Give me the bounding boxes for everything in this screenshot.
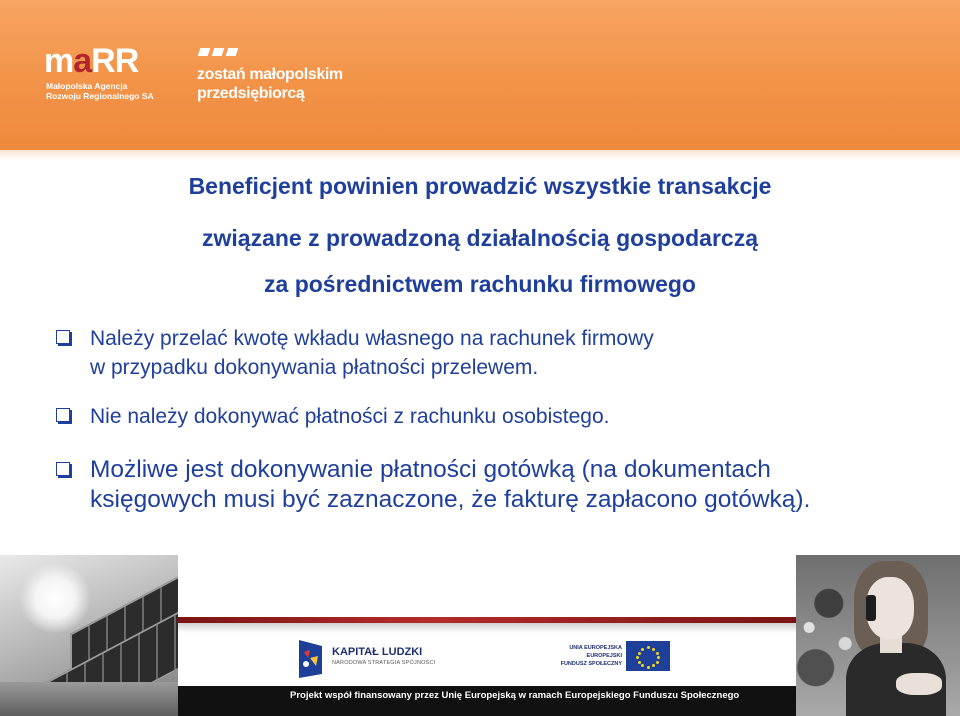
zostan-line2: przedsiębiorcą — [197, 85, 305, 102]
slide-title-line3: za pośrednictwem rachunku firmowego — [264, 271, 696, 297]
bullet-item-3-line1: Możliwe jest dokonywanie płatności gotówką (na dokumentach — [90, 456, 771, 483]
solar-panels-photo — [0, 555, 178, 716]
bullet-item-1-line2: w przypadku dokonywania płatności przelewem. — [90, 356, 539, 379]
kapital-ludzki-name: KAPITAŁ LUDZKI — [332, 646, 423, 658]
kapital-ludzki-flag-icon — [296, 638, 326, 680]
bullet-item-3 — [56, 455, 946, 517]
eu-text-line1: UNIA EUROPEJSKA — [569, 645, 622, 651]
marr-wordmark — [44, 44, 138, 78]
marr-subtitle-line1: Małopolska Agencja — [46, 81, 128, 91]
checkbox-bullet-icon — [56, 408, 70, 422]
grey-fade — [178, 623, 796, 633]
zostan-malopolskim-logo — [197, 48, 357, 108]
bullet-item-2 — [56, 402, 946, 432]
eu-text-line2: EUROPEJSKI — [586, 653, 622, 659]
checkbox-bullet-icon — [56, 330, 70, 344]
checkbox-bullet-icon — [56, 462, 70, 476]
slide-title-line1: Beneficjent powinien prowadzić wszystkie transakcje — [188, 173, 772, 199]
eu-text — [560, 644, 622, 668]
bullet-item-2-text — [90, 402, 609, 431]
eu-text-line3: FUNDUSZ SPOŁECZNY — [560, 661, 622, 667]
funding-text: Projekt współ finansowany przez Unię Europejską w ramach Europejskiego Funduszu Społecznego — [290, 690, 740, 701]
marr-wordmark-rr: RR — [91, 42, 139, 80]
eu-logo — [560, 641, 670, 675]
phone-icon — [866, 595, 876, 621]
kapital-ludzki-subtitle: NARODOWA STRATEGIA SPÓJNOŚCI — [332, 660, 436, 666]
marr-subtitle — [46, 81, 154, 101]
bullet-item-2-line1: Nie należy dokonywać płatności z rachunku osobistego. — [90, 405, 610, 428]
kapital-ludzki-logo — [296, 638, 436, 682]
eu-flag-icon — [626, 641, 670, 671]
grass — [0, 682, 178, 716]
marr-wordmark-m: m — [44, 42, 74, 80]
bullet-item-1-text — [90, 324, 654, 382]
zostan-text — [197, 65, 343, 103]
bullet-item-3-text — [90, 455, 810, 515]
marr-wordmark-a: a — [73, 42, 92, 80]
header-fade — [0, 138, 960, 160]
florist-woman-photo — [796, 555, 960, 716]
zostan-line1: zostań małopolskim — [197, 66, 343, 83]
slide-title-line2: związane z prowadzoną działalnością gospodarczą — [202, 225, 758, 251]
woman-hand — [896, 673, 942, 695]
marr-subtitle-line2: Rozwoju Regionalnego SA — [46, 91, 154, 101]
marr-logo — [44, 44, 174, 106]
sun-glow — [20, 563, 90, 633]
bullet-item-1-line1: Należy przelać kwotę wkładu własnego na rachunek firmowy — [90, 327, 654, 350]
bullet-item-3-line2: księgowych musi być zaznaczone, że fakturę zapłacono gotówką). — [90, 486, 811, 513]
bullet-item-1 — [56, 324, 946, 384]
